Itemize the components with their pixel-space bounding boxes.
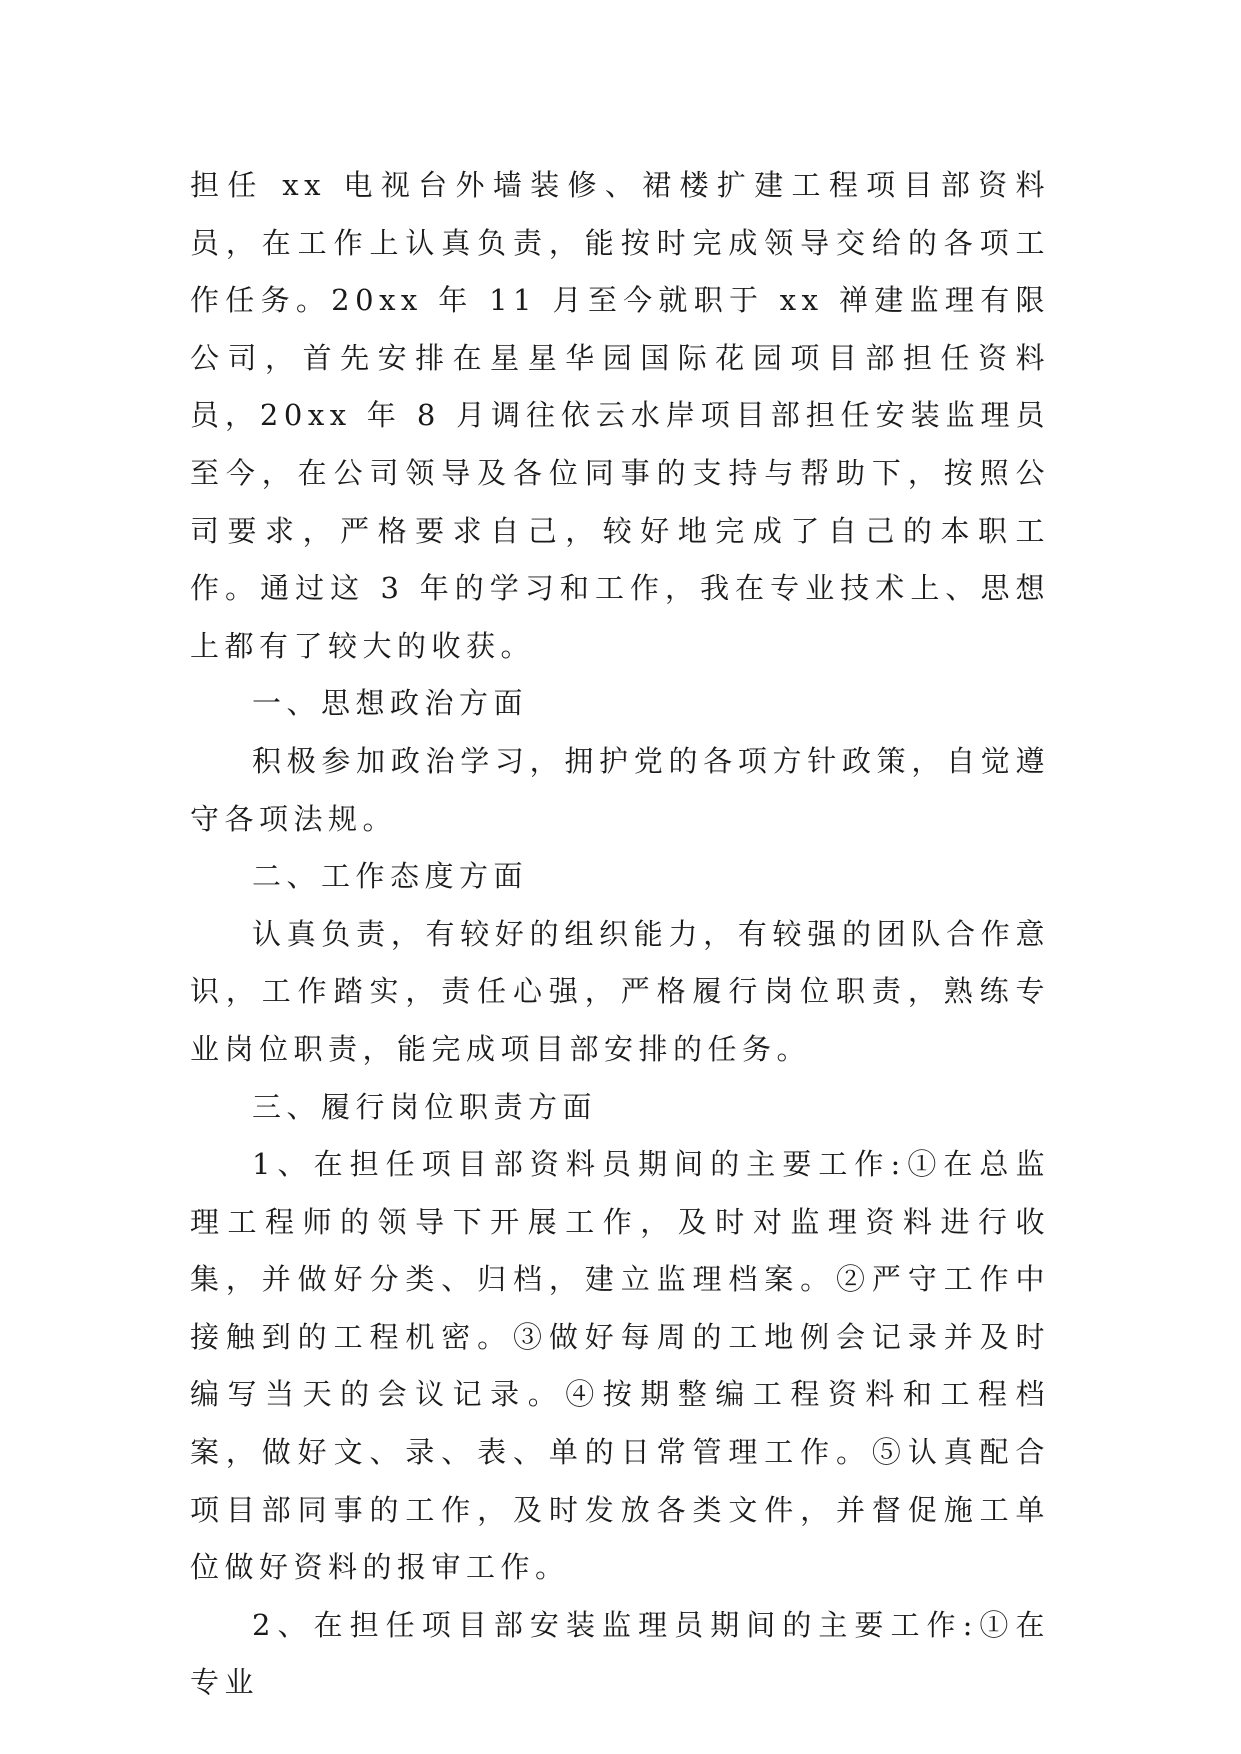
section-heading-political: 一、思想政治方面 bbox=[252, 686, 529, 721]
section-heading-duties: 三、履行岗位职责方面 bbox=[252, 1089, 598, 1124]
paragraph-intro: 担任 xx 电视台外墙装修、裙楼扩建工程项目部资料员，在工作上认真负责，能按时完成领导交给的各项工作任务。20xx 年 11 月至今就职于 xx 禅建监理有限公司，首先安排在星星华园国际花园项目部担任资料员，20xx 年 8 月调往依云水岸项目部担任安装监理员至今，在公司领导及各位同事的支持与帮助下，按照公司要求，严格要求自己，较好地完成了自己的本职工作。通过这 3 年的学习和工作，我在专业技术上、思想上都有了较大的收获。 bbox=[190, 168, 1050, 663]
paragraph-political: 积极参加政治学习，拥护党的各项方针政策，自觉遵守各项法规。 bbox=[190, 743, 1050, 836]
paragraph-duties-archivist: 1、在担任项目部资料员期间的主要工作:①在总监理工程师的领导下开展工作，及时对监理资料进行收集，并做好分类、归档，建立监理档案。②严守工作中接触到的工程机密。③做好每周的工地例会记录并及时编写当天的会议记录。④按期整编工程资料和工程档案，做好文、录、表、单的日常管理工作。⑤认真配合项目部同事的工作，及时发放各类文件，并督促施工单位做好资料的报审工作。 bbox=[190, 1147, 1050, 1585]
section-heading-attitude: 二、工作态度方面 bbox=[252, 859, 529, 894]
paragraph-duties-supervisor: 2、在担任项目部安装监理员期间的主要工作:①在专业 bbox=[190, 1607, 1050, 1700]
paragraph-attitude: 认真负责，有较好的组织能力，有较强的团队合作意识，工作踏实，责任心强，严格履行岗位职责，熟练专业岗位职责，能完成项目部安排的任务。 bbox=[190, 916, 1050, 1066]
document-body bbox=[190, 157, 1050, 1712]
